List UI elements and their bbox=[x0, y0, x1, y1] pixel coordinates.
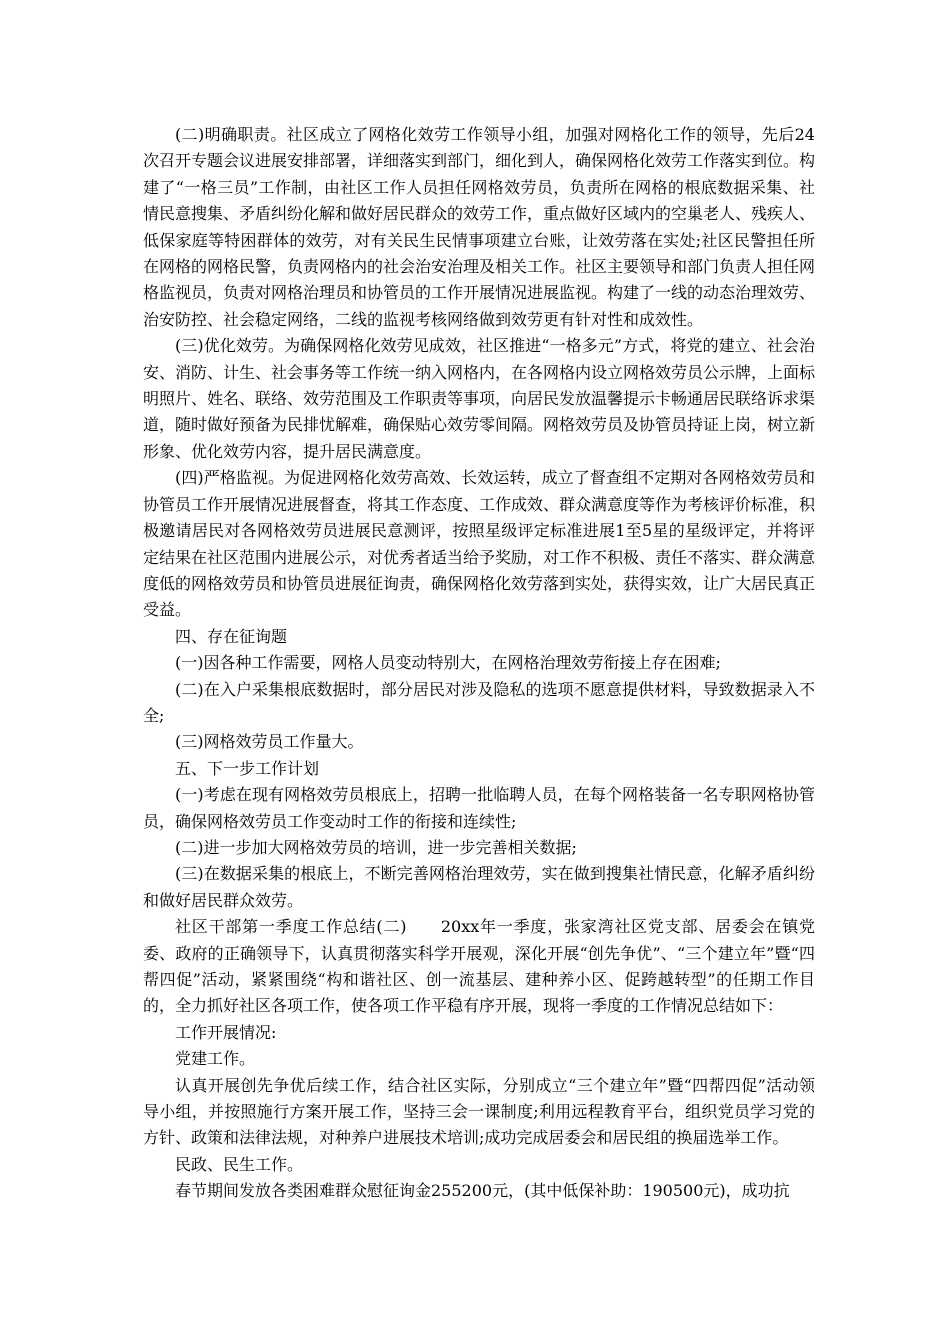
heading-civil-affairs: 民政、民生工作。 bbox=[175, 1154, 304, 1174]
paragraph-strict-supervision: (四)严格监视。为促进网格化效劳高效、长效运转，成立了督查组不定期对各网格效劳员和协管员工作开展情况进展督查，将其工作态度、工作成效、群众满意度等作为考核评价标准，积极邀请居民对各网格效劳员进展民意测评，按照星级评定标准进展1至5星的星级评定，并将评定结果在社区范围内进展公示，对优秀者适当给予奖励，对工作不积极、责任不落实、群众满意度低的网格效劳员和协管员进展征询责，确保网格化效劳落到实处，获得实效，让广大居民真正受益。 bbox=[143, 468, 816, 620]
paragraph-optimize-service: (三)优化效劳。为确保网格化效劳见成效，社区推进“一格多元”方式，将党的建立、社会治安、消防、计生、社会事务等工作统一纳入网格内，在各网格内设立网格效劳员公示牌，上面标明照片、姓名、联络、效劳范围及工作职责等事项，向居民发放温馨提示卡畅通居民联络诉求渠道，随时做好预备为民排忧解难，确保贴心效劳零间隔。网格效劳员及协管员持证上岗，树立新形象、优化效劳内容，提升居民满意度。 bbox=[143, 336, 816, 461]
paragraph-summary-intro: 社区干部第一季度工作总结(二) 20xx年一季度，张家湾社区党支部、居委会在镇党委、政府的正确领导下，认真贯彻落实科学开展观，深化开展“创先争优”、“三个建立年”暨“四帮四促”活动，紧紧围绕“构和谐社区、创一流基层、建种养小区、促跨越转型”的任期工作目的，全力抓好社区各项工作，使各项工作平稳有序开展，现将一季度的工作情况总结如下： bbox=[143, 917, 815, 1016]
heading-work-progress: 工作开展情况: bbox=[175, 1022, 277, 1042]
paragraph-problem-2: (二)在入户采集根底数据时，部分居民对涉及隐私的选项不愿意提供材料，导致数据录入不全; bbox=[143, 679, 815, 725]
paragraph-clarify-duties: (二)明确职责。社区成立了网格化效劳工作领导小组，加强对网格化工作的领导，先后24次召开专题会议进展安排部署，详细落实到部门，细化到人，确保网格化效劳工作落实到位。构建了“一格三员”工作制，由社区工作人员担任网格效劳员，负责所在网格的根底数据采集、社情民意搜集、矛盾纠纷化解和做好居民群众的效劳工作，重点做好区域内的空巢老人、残疾人、低保家庭等特困群体的效劳，对有关民生民情事项建立台账，让效劳落在实处;社区民警担任所在网格的网格民警，负责网格内的社会治安治理及相关工作。社区主要领导和部门负责人担任网格监视员，负责对网格治理员和协管员的工作开展情况进展监视。构建了一线的动态治理效劳、治安防控、社会稳定网络，二线的监视考核网络做到效劳更有针对性和成效性。 bbox=[143, 125, 816, 329]
paragraph-problem-3: (三)网格效劳员工作量大。 bbox=[175, 732, 364, 752]
paragraph-plan-3: (三)在数据采集的根底上，不断完善网格治理效劳，实在做到搜集社情民意，化解矛盾纠纷和做好居民群众效劳。 bbox=[143, 864, 815, 910]
section-heading-problems: 四、存在征询题 bbox=[175, 626, 288, 646]
heading-party-building: 党建工作。 bbox=[175, 1049, 256, 1069]
paragraph-civil-affairs: 春节期间发放各类困难群众慰征询金255200元，(其中低保补助：190500元)，成功抗 bbox=[175, 1181, 790, 1201]
document-body bbox=[143, 122, 815, 1205]
paragraph-plan-2: (二)进一步加大网格效劳员的培训，进一步完善相关数据; bbox=[175, 837, 577, 857]
paragraph-plan-1: (一)考虑在现有网格效劳员根底上，招聘一批临聘人员，在每个网格装备一名专职网格协管员，确保网格效劳员工作变动时工作的衔接和连续性; bbox=[143, 785, 815, 831]
paragraph-problem-1: (一)因各种工作需要，网格人员变动特别大，在网格治理效劳衔接上存在困难; bbox=[175, 653, 721, 673]
section-heading-next-plan: 五、下一步工作计划 bbox=[175, 758, 320, 778]
paragraph-party-building: 认真开展创先争优后续工作，结合社区实际，分别成立“三个建立年”暨“四帮四促”活动领导小组，并按照施行方案开展工作，坚持三会一课制度;利用远程教育平台，组织党员学习党的方针、政策和法律法规，对种养户进展技术培训;成功完成居委会和居民组的换届选举工作。 bbox=[143, 1075, 815, 1148]
